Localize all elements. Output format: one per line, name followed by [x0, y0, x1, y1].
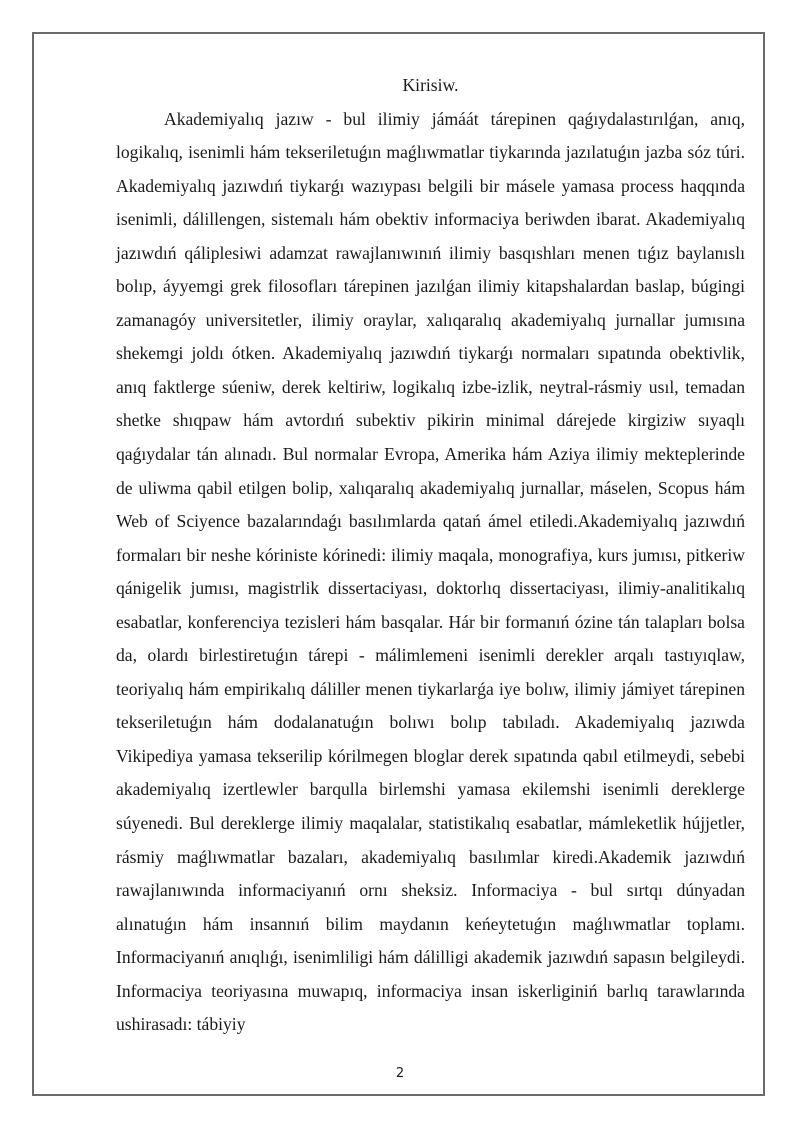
document-content [116, 69, 745, 1042]
page-number: 2 [395, 1066, 405, 1081]
body-paragraph: Akademiyalıq jazıw - bul ilimiy jámáát tárepinen qaǵıydalastırılǵan, anıq, logikalıq, isenimli hám tekseriletuǵın maǵlıwmatlar tiykarında jazılatuǵın jazba sóz túri. Akademiyalıq jazıwdıń tiykarǵı wazıypası belgili bir másele yamasa process haqqında isenimli, dálillengen, sistemalı hám obektiv informaciya beriwden ibarat. Akademiyalıq jazıwdıń qáliplesiwi adamzat rawajlanıwınıń ilimiy basqıshları menen tıǵız baylanıslı bolıp, áyyemgi grek filosofları tárepinen jazılǵan ilimiy kitapshalardan baslap, búgingi zamanagóy universitetler, ilimiy oraylar, xalıqaralıq akademiyalıq jurnallar jumısına shekemgi joldı ótken. Akademiyalıq jazıwdıń tiykarǵı normaları sıpatında obektivlik, anıq faktlerge súeniw, derek keltiriw, logikalıq izbe-izlik, neytral-rásmiy usıl, temadan shetke shıqpaw hám avtordıń subektiv pikirin minimal dárejede kirgiziw sıyaqlı qaǵıydalar tán alınadı. Bul normalar Evropa, Amerika hám Aziya ilimiy mekteplerinde de uliwma qabil etilgen bolip, xalıqaralıq akademiyalıq jurnallar, máselen, Scopus hám Web of Sciyence bazalarındaǵı basılımlarda qatań ámel etiledi.Akademiyalıq jazıwdıń formaları bir neshe kóriniste kórinedi: ilimiy maqala, monografiya, kurs jumısı, pitkeriw qánigelik jumısı, magistrlik dissertaciyası, doktorlıq dissertaciyası, ilimiy-analitikalıq esabatlar, konferenciya tezisleri hám basqalar. Hár bir formanıń ózine tán talapları bolsa da, olardı birlestiretuǵın tárepi - málimlemeni isenimli derekler arqalı tastıyıqlaw, teoriyalıq hám empirikalıq dáliller menen tiykarlarǵa iye bolıw, ilimiy jámiyet tárepinen tekseriletuǵın hám dodalanatuǵın bolıwı bolıp tabıladı. Akademiyalıq jazıwda Vikipediya yamasa tekserilip kórilmegen bloglar derek sıpatında qabıl etilmeydi, sebebi akademiyalıq izertlewler barqulla birlemshi yamasa ekilemshi isenimli dereklerge súyenedi. Bul dereklerge ilimiy maqalalar, statistikalıq esabatlar, mámleketlik hújjetler, rásmiy maǵlıwmatlar bazaları, akademiyalıq basılımlar kiredi.Akademik jazıwdıń rawajlanıwında informaciyanıń ornı sheksiz. Informaciya - bul sırtqı dúnyadan alınatuǵın hám insannıń bilim maydanın keńeytetuǵın maǵlıwmatlar toplamı. Informaciyanıń anıqlıǵı, isenimliligi hám dálilligi akademik jazıwdıń sapasın belgileydi. Informaciya teoriyasına muwapıq, informaciya insan iskerliginiń barlıq tarawlarında ushirasadı: tábiyiy [116, 108, 745, 1035]
document-title: Kirisiw. [402, 75, 459, 95]
